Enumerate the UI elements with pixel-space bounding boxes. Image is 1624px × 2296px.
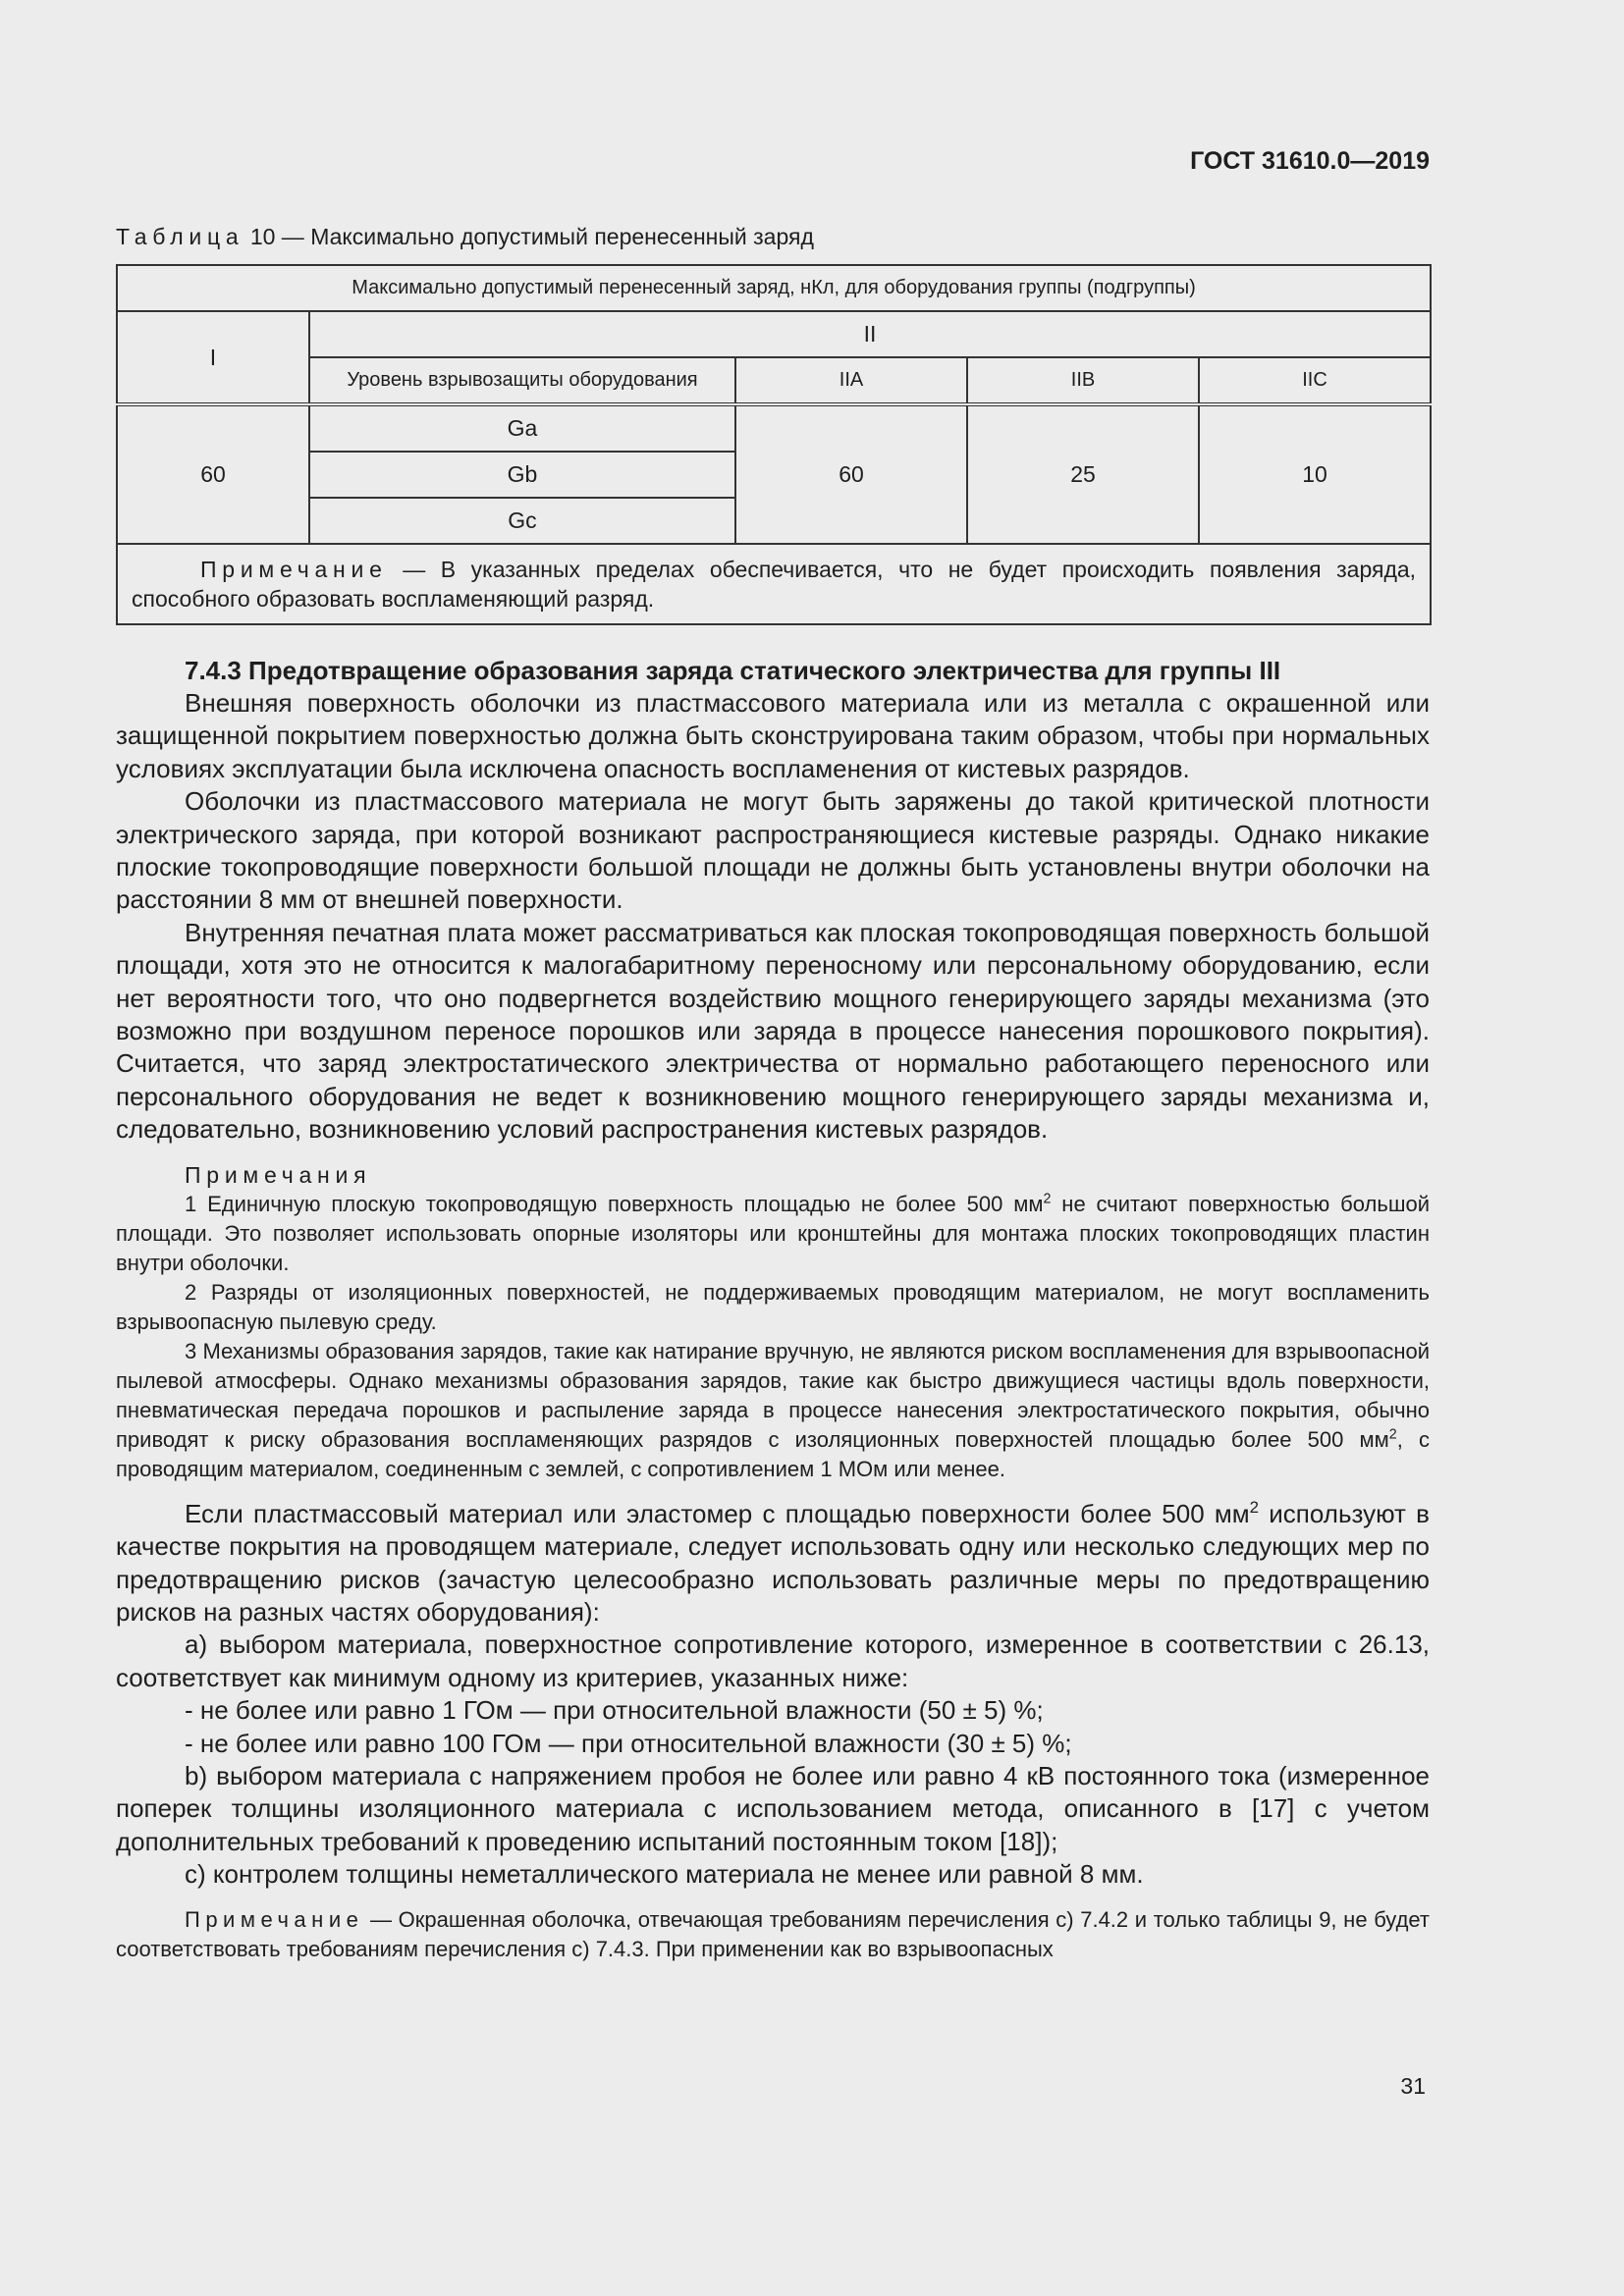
page-number: 31 — [1400, 2073, 1426, 2099]
table-level-header: Уровень взрывозащиты оборудования — [309, 357, 735, 404]
table-head-main: Максимально допустимый перенесенный заряд, нКл, для оборудования группы (подгруппы) — [117, 265, 1431, 311]
note-1 — [116, 1190, 1430, 1278]
note-3 — [116, 1337, 1430, 1484]
notes-block — [116, 1160, 1430, 1484]
notes-heading: Примечания — [185, 1161, 372, 1188]
note-1-text-b: не считают поверхностью большой площади. Это позволяет использовать опорные изоляторы или кронштейны для монтажа плоских токопроводящих пластин внутри оболочки. — [116, 1191, 1431, 1275]
paragraph-4 — [116, 1498, 1430, 1629]
table-note — [117, 544, 1431, 624]
table-sub-iib: IIB — [967, 357, 1199, 404]
table-level-gc: Gc — [309, 498, 735, 544]
table-val-i: 60 — [117, 404, 309, 544]
document-code: ГОСТ 31610.0—2019 — [1190, 147, 1430, 175]
paragraph-1: Внешняя поверхность оболочки из пластмассового материала или из металла с окрашенной или защищенной покрытием поверхностью должна быть сконструирована таким образом, чтобы при нормальных условиях эксплуатации была исключена опасность воспламенения от кистевых разрядов. — [116, 688, 1430, 783]
table-group-ii: II — [309, 311, 1431, 357]
paragraph-4-text-a: Если пластмассовый материал или эластомер с площадью поверхности более 500 мм — [185, 1498, 1250, 1528]
note-3-sup: 2 — [1388, 1426, 1397, 1443]
table-val-iib: 25 — [967, 404, 1199, 544]
section-title: 7.4.3 Предотвращение образования заряда статического электричества для группы III — [185, 656, 1281, 685]
table-sub-iia: IIA — [735, 357, 967, 404]
final-note — [116, 1905, 1430, 1964]
note-2: 2 Разряды от изоляционных поверхностей, не поддерживаемых проводящим материалом, не могут воспламенить взрывоопасную пылевую среду. — [116, 1279, 1430, 1334]
note-1-sup: 2 — [1043, 1191, 1052, 1207]
paragraph-4-sup: 2 — [1249, 1497, 1260, 1517]
list-item-a1: - не более или равно 1 ГОм — при относительной влажности (50 ± 5) %; — [185, 1695, 1044, 1726]
table-caption-label: Таблица — [116, 224, 244, 249]
note-3-text-b: , с проводящим материалом, соединенным с землей, с сопротивлением 1 МОм или менее. — [116, 1426, 1430, 1481]
table-note-label: Примечание — [200, 557, 388, 582]
table-sub-iic: IIC — [1199, 357, 1431, 404]
table-note-text: — В указанных пределах обеспечивается, что не будет происходить появления заряда, способного образовать воспламеняющий разряд. — [132, 557, 1417, 612]
list-item-b: b) выбором материала с напряжением пробоя не более или равно 4 кВ постоянного тока (измеренное поперек толщины изоляционного материала с использованием метода, описанного в [17] с учетом дополнительных требований к проведению испытаний постоянным током [18]); — [116, 1760, 1430, 1856]
table-level-ga: Ga — [309, 404, 735, 452]
table-group-i: I — [117, 311, 309, 404]
note-3-text-a: 3 Механизмы образования зарядов, такие как натирание вручную, не являются риском воспламенения для взрывоопасной пылевой атмосферы. Однако механизмы образования зарядов, такие как быстро движущиеся частицы вдоль поверхности, пневматическая передача порошков и распыление заряда в процессе нанесения электростатического покрытия, обычно приводят к риску образования воспламеняющих разрядов с изоляционных поверхностей площадью более 500 мм — [116, 1338, 1430, 1452]
page-content — [116, 224, 1430, 1964]
charge-table — [116, 264, 1432, 625]
table-val-iia: 60 — [735, 404, 967, 544]
final-note-label: Примечание — [185, 1906, 364, 1932]
table-caption — [116, 224, 1430, 250]
table-caption-text: 10 — Максимально допустимый перенесенный заряд — [249, 224, 814, 249]
list-item-a2: - не более или равно 100 ГОм — при относительной влажности (30 ± 5) %; — [185, 1728, 1072, 1758]
table-level-gb: Gb — [309, 452, 735, 498]
list-item-c: c) контролем толщины неметаллического материала не менее или равной 8 мм. — [185, 1859, 1144, 1890]
paragraph-3: Внутренняя печатная плата может рассматриваться как плоская токопроводящая поверхность большой площади, хотя это не относится к малогабаритному переносному или персональному оборудованию, если нет вероятности того, что оно подвергнется воздействию мощного генерирующего заряды механизма (это возможно при воздушном переносе порошков или заряда в процессе нанесения порошкового покрытия). Считается, что заряд электростатического электричества от нормально работающего переносного или персонального оборудования не ведет к возникновению мощного генерирующего заряды механизма и, следовательно, возникновению условий распространения кистевых разрядов. — [116, 917, 1430, 1145]
final-note-text: — Окрашенная оболочка, отвечающая требованиям перечисления c) 7.4.2 и только таблицы 9, не будет соответствовать требованиям перечисления c) 7.4.3. При применении как во взрывоопасных — [116, 1906, 1430, 1961]
table-val-iic: 10 — [1199, 404, 1431, 544]
list-item-a: a) выбором материала, поверхностное сопротивление которого, измеренное в соответствии с 26.13, соответствует как минимум одному из критериев, указанных ниже: — [116, 1629, 1430, 1692]
paragraph-2: Оболочки из пластмассового материала не могут быть заряжены до такой критической плотности электрического заряда, при которой возникают распространяющиеся кистевые разряды. Однако никакие плоские токопроводящие поверхности большой площади не должны быть установлены внутри оболочки на расстоянии 8 мм от внешней поверхности. — [116, 786, 1430, 915]
note-1-text-a: 1 Единичную плоскую токопроводящую поверхность площадью не более 500 мм — [185, 1191, 1044, 1216]
paragraph-4-text-b: используют в качестве покрытия на проводящем материале, следует использовать одну или несколько следующих мер по предотвращению рисков (зачастую целесообразно использовать различные меры по предотвращению рисков на разных частях оборудования): — [116, 1498, 1430, 1627]
